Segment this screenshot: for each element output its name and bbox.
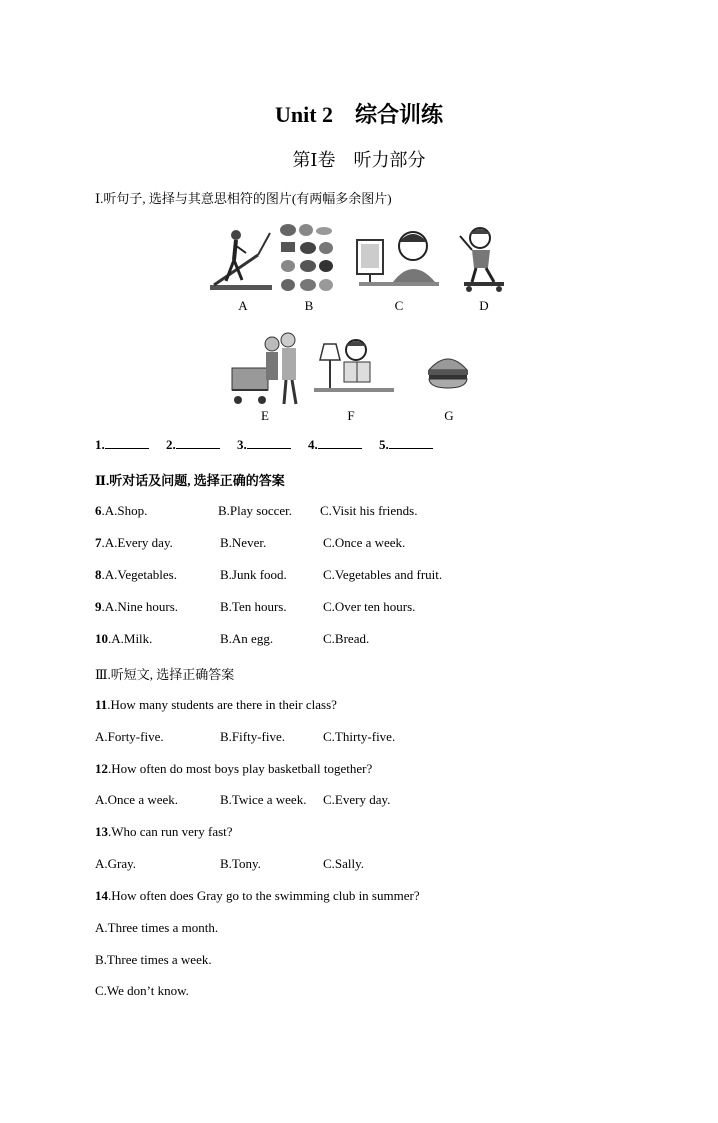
option-c: C.Thirty-five.	[323, 729, 396, 744]
question-14-option-b: B.Three times a week.	[95, 952, 212, 967]
answer-blank[interactable]	[105, 436, 149, 449]
junk-food-image	[278, 222, 338, 294]
question-11	[95, 697, 337, 713]
picture-label-a: A	[238, 298, 248, 313]
part2-heading: Ⅱ.听对话及问题, 选择正确的答案	[95, 473, 285, 488]
question-number: 10	[95, 631, 108, 646]
question-number: 13	[95, 824, 108, 839]
option-b: B.Tony.	[220, 856, 261, 871]
question-7	[95, 535, 406, 551]
question-text: .How often does Gray go to the swimming club in summer?	[108, 888, 420, 903]
question-text: .How often do most boys play basketball together?	[108, 761, 373, 776]
treadmill-runner-image	[208, 225, 274, 295]
answer-blanks	[95, 436, 447, 453]
option-b: B.Junk food.	[220, 567, 287, 582]
blank-number: 1.	[95, 437, 105, 452]
skateboard-girl-image	[454, 224, 508, 294]
answer-blank[interactable]	[247, 436, 291, 449]
blank-number: 5.	[379, 437, 389, 452]
section-subtitle: 第Ⅰ卷 听力部分	[292, 150, 426, 170]
question-14	[95, 888, 420, 904]
option-a: A.Once a week.	[95, 792, 179, 807]
option-c: C.Every day.	[323, 792, 391, 807]
option-b: B.Play soccer.	[218, 503, 293, 518]
question-number: 8	[95, 567, 102, 582]
question-8	[95, 567, 443, 583]
question-number: 7	[95, 535, 102, 550]
blank-number: 4.	[308, 437, 318, 452]
answer-blank[interactable]	[389, 436, 433, 449]
option-a: .A.Milk.	[108, 631, 153, 646]
question-number: 9	[95, 599, 102, 614]
question-12-options	[95, 792, 391, 808]
reading-boy-image	[312, 336, 396, 402]
picture-label-b: B	[304, 298, 314, 313]
page-title: Unit 2 综合训练	[274, 102, 444, 127]
option-a: .A.Nine hours.	[101, 599, 179, 614]
part3-heading: Ⅲ.听短文, 选择正确答案	[95, 667, 235, 682]
part1-heading: Ⅰ.听句子, 选择与其意思相符的图片(有两幅多余图片)	[95, 191, 392, 206]
question-10	[95, 631, 370, 647]
option-c: C.Sally.	[323, 856, 365, 871]
computer-boy-image	[355, 226, 441, 292]
option-c: C.Bread.	[323, 631, 370, 646]
question-12	[95, 761, 372, 777]
option-b: B.Fifty-five.	[220, 729, 285, 744]
option-c: C.Once a week.	[323, 535, 406, 550]
picture-label-e: E	[261, 408, 269, 423]
option-c: C.Vegetables and fruit.	[323, 567, 443, 582]
blank-number: 3.	[237, 437, 247, 452]
option-a: .A.Every day.	[101, 535, 173, 550]
question-11-options	[95, 729, 396, 745]
picture-label-g: G	[444, 408, 454, 423]
answer-blank[interactable]	[318, 436, 362, 449]
picture-label-d: D	[479, 298, 489, 313]
question-13-options	[95, 856, 365, 872]
picture-label-f: F	[347, 408, 355, 423]
question-number: 6	[95, 503, 102, 518]
question-text: .Who can run very fast?	[108, 824, 233, 839]
hamburger-image	[426, 352, 470, 392]
option-a: .A.Vegetables.	[101, 567, 177, 582]
option-b: B.An egg.	[220, 631, 274, 646]
option-c: C.Visit his friends.	[320, 503, 418, 518]
option-b: B.Twice a week.	[220, 792, 307, 807]
option-b: B.Never.	[220, 535, 267, 550]
question-text: .How many students are there in their class?	[107, 697, 337, 712]
question-14-option-a: A.Three times a month.	[95, 920, 219, 935]
question-number: 12	[95, 761, 108, 776]
question-number: 11	[95, 697, 108, 712]
question-9	[95, 599, 416, 615]
option-b: B.Ten hours.	[220, 599, 287, 614]
option-c: C.Over ten hours.	[323, 599, 416, 614]
shopping-couple-image	[228, 332, 304, 408]
option-a: A.Gray.	[95, 856, 137, 871]
picture-label-c: C	[394, 298, 404, 313]
blank-number: 2.	[166, 437, 176, 452]
question-6	[95, 503, 418, 519]
question-number: 14	[95, 888, 108, 903]
option-a: A.Forty-five.	[95, 729, 164, 744]
option-a: .A.Shop.	[101, 503, 148, 518]
answer-blank[interactable]	[176, 436, 220, 449]
question-14-option-c: C.We don’t know.	[95, 983, 189, 998]
question-13	[95, 824, 233, 840]
